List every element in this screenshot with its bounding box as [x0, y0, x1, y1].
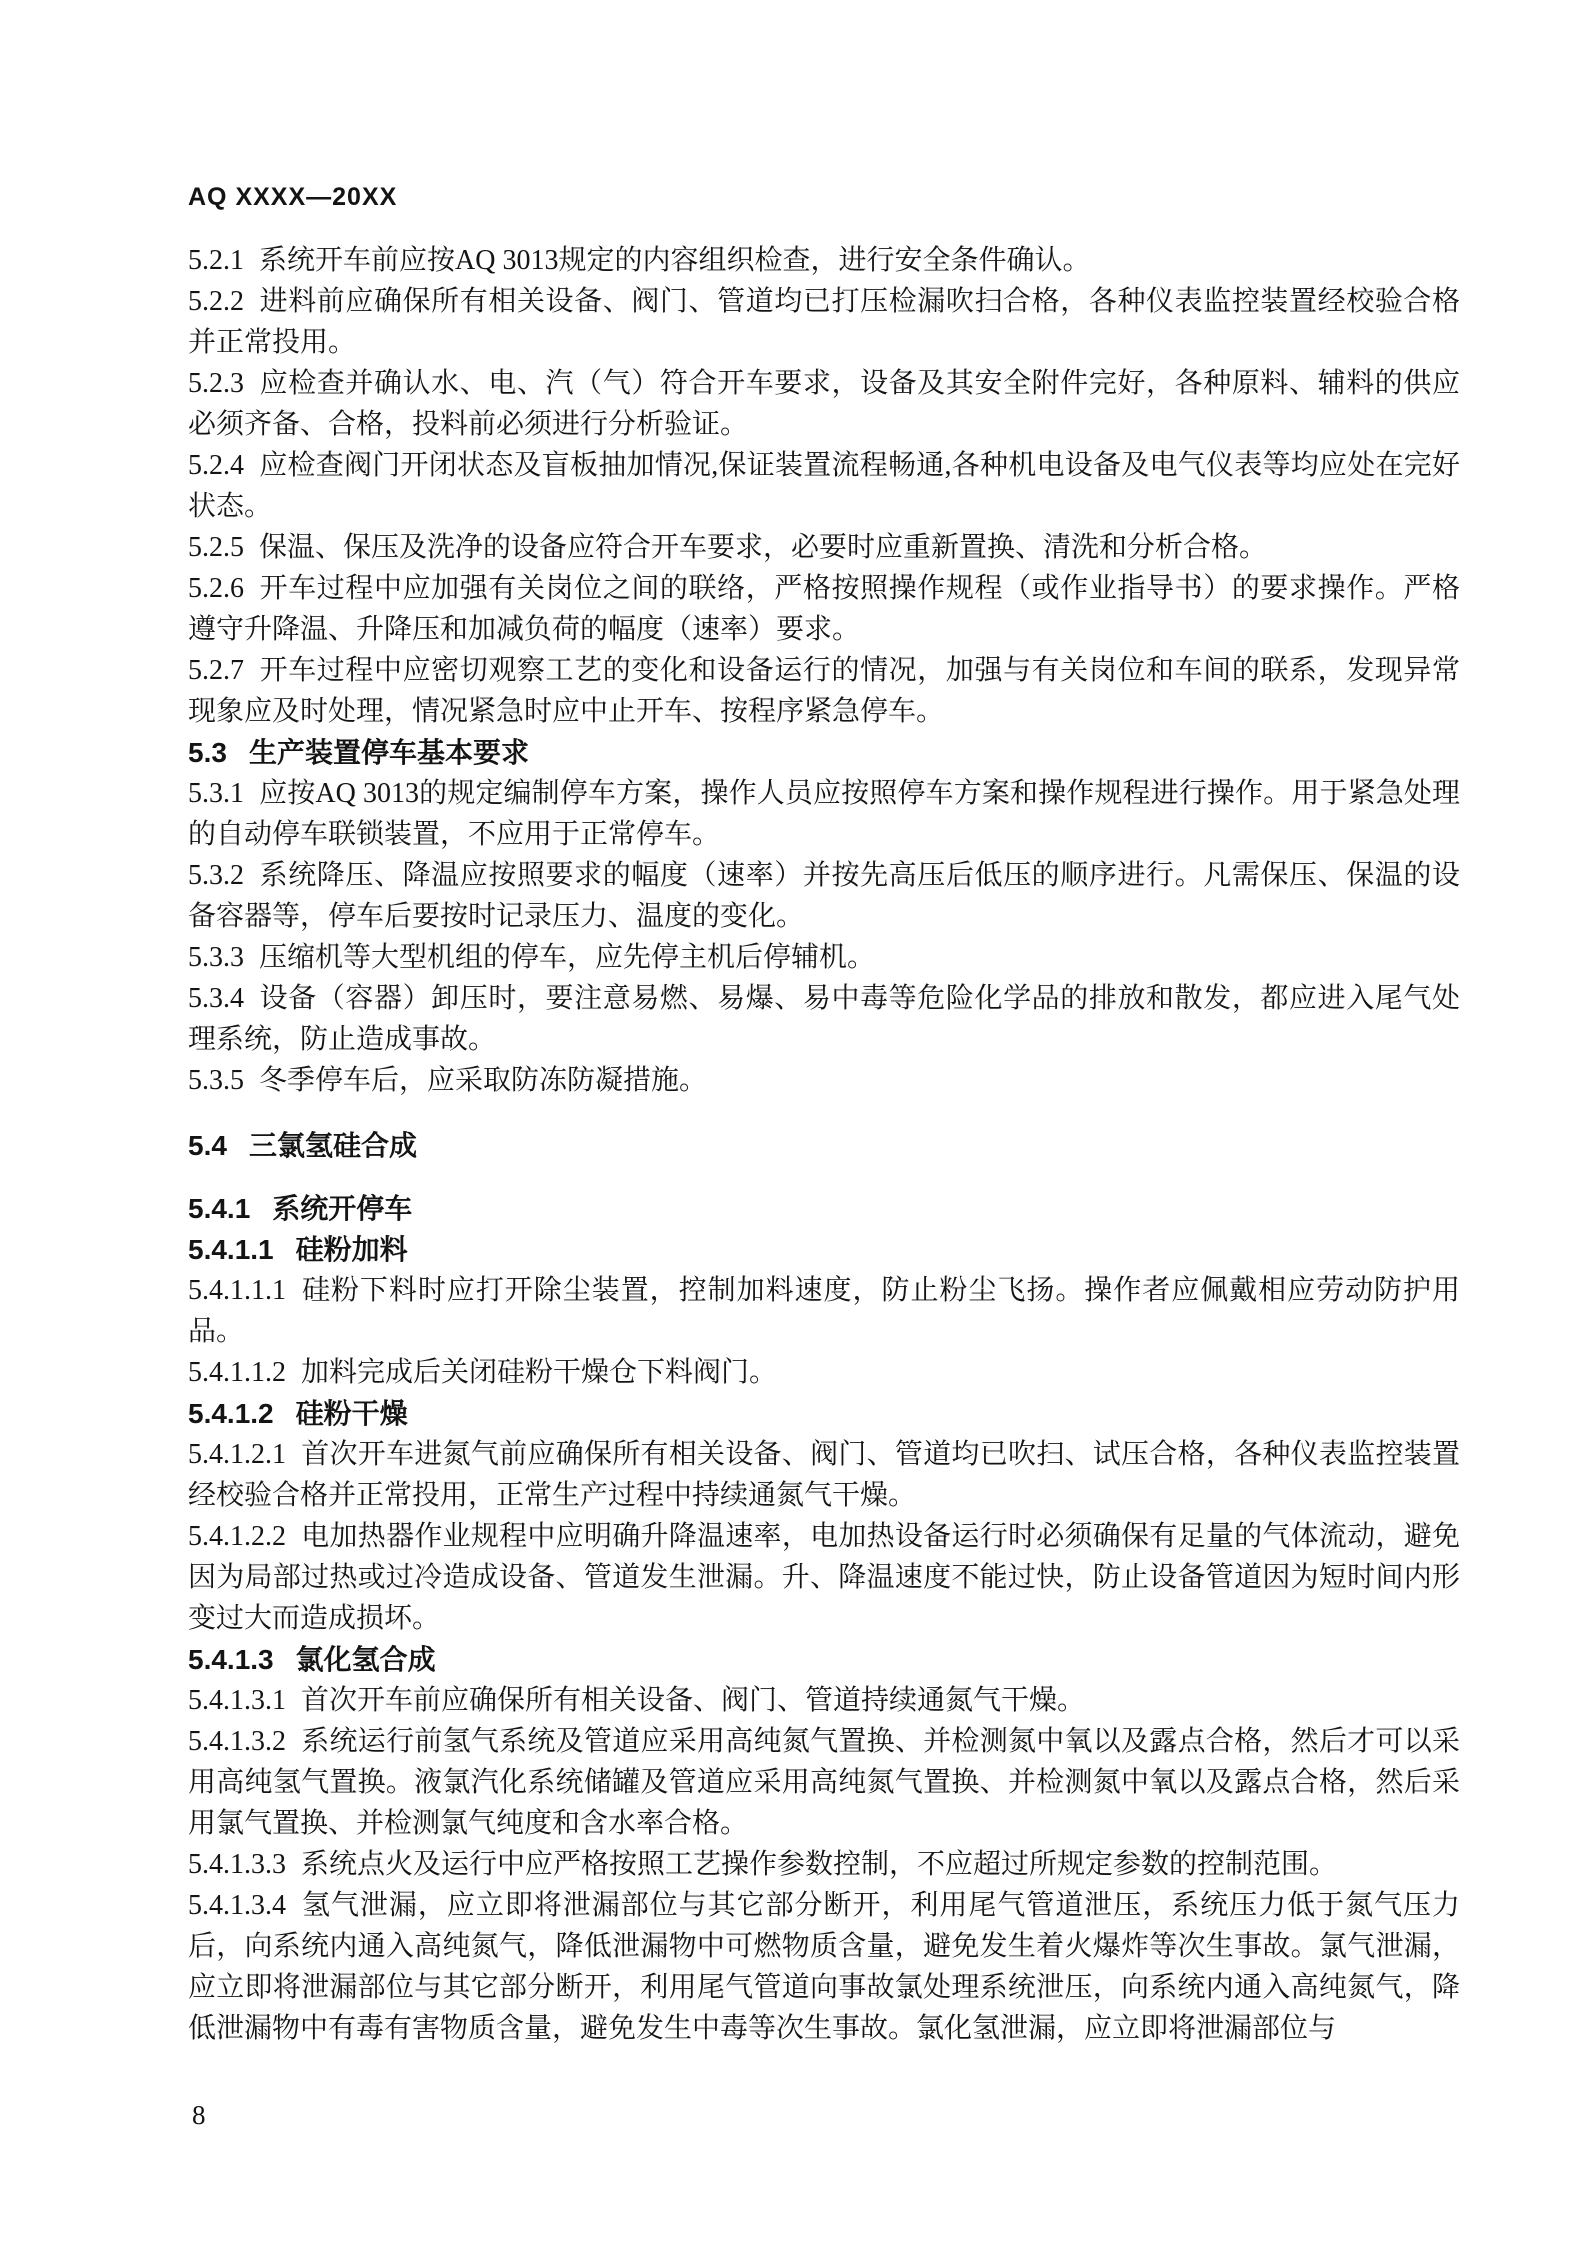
- clause-text: 电加热器作业规程中应明确升降温速率，电加热设备运行时必须确保有足量的气体流动，避免因为局部过热或过冷造成设备、管道发生泄漏。升、降温速度不能过快，防止设备管道因为短时间内形变过大而造成损坏。: [188, 1521, 1460, 1634]
- clause-5-4-1-3-2: [188, 1721, 1460, 1844]
- clause-5-2-5: [188, 527, 1460, 568]
- clause-text: 保温、保压及洗净的设备应符合开车要求，必要时应重新置换、清洗和分析合格。: [259, 532, 1268, 563]
- clause-number: 5.2.4: [188, 450, 244, 481]
- clause-text: 氢气泄漏，应立即将泄漏部位与其它部分断开，利用尾气管道泄压，系统压力低于氮气压力后，向系统内通入高纯氮气，降低泄漏物中可燃物质含量，避免发生着火爆炸等次生事故。氯气泄漏，应立即将泄漏部位与其它部分断开，利用尾气管道向事故氯处理系统泄压，向系统内通入高纯氮气，降低泄漏物中有毒有害物质含量，避免发生中毒等次生事故。氯化氢泄漏，应立即将泄漏部位与: [188, 1890, 1460, 2044]
- clause-number: 5.3.2: [188, 860, 244, 891]
- clause-5-2-7: [188, 650, 1460, 732]
- clause-number: 5.3.4: [188, 983, 244, 1014]
- heading-text: 生产装置停车基本要求: [248, 737, 529, 768]
- clause-number: 5.2.6: [188, 573, 244, 604]
- clause-5-3-3: [188, 937, 1460, 978]
- clause-number: 5.2.1: [188, 245, 244, 276]
- page-number: 8: [192, 2100, 206, 2130]
- clause-number: 5.4.1.3.2: [188, 1726, 286, 1757]
- clause-text: 应检查阀门开闭状态及盲板抽加情况,保证装置流程畅通,各种机电设备及电气仪表等均应处在完好状态。: [188, 450, 1460, 522]
- heading-5-4-1-2: [188, 1393, 1460, 1434]
- heading-number: 5.4: [188, 1130, 227, 1161]
- clause-number: 5.4.1.3.1: [188, 1685, 286, 1716]
- clause-5-4-1-3-3: [188, 1844, 1460, 1885]
- clause-text: 冬季停车后，应采取防冻防凝措施。: [259, 1065, 708, 1096]
- heading-5-3: [188, 732, 1460, 773]
- clause-text: 系统运行前氢气系统及管道应采用高纯氮气置换、并检测氮中氧以及露点合格，然后才可以采用高纯氢气置换。液氯汽化系统储罐及管道应采用高纯氮气置换、并检测氮中氧以及露点合格，然后采用氯气置换、并检测氯气纯度和含水率合格。: [188, 1726, 1460, 1839]
- clause-5-3-2: [188, 855, 1460, 937]
- clause-number: 5.4.1.2.1: [188, 1439, 286, 1470]
- clause-number: 5.3.5: [188, 1065, 244, 1096]
- heading-text: 氯化氢合成: [295, 1644, 436, 1675]
- clause-5-3-1: [188, 773, 1460, 855]
- heading-number: 5.4.1.1: [188, 1234, 274, 1265]
- clause-5-4-1-3-4: [188, 1885, 1460, 2049]
- clause-5-4-1-2-2: [188, 1516, 1460, 1639]
- clause-text: 进料前应确保所有相关设备、阀门、管道均已打压检漏吹扫合格，各种仪表监控装置经校验合格并正常投用。: [188, 286, 1460, 358]
- clause-text: 开车过程中应密切观察工艺的变化和设备运行的情况，加强与有关岗位和车间的联系，发现异常现象应及时处理，情况紧急时应中止开车、按程序紧急停车。: [188, 655, 1460, 727]
- clause-text: 加料完成后关闭硅粉干燥仓下料阀门。: [301, 1357, 778, 1388]
- clause-text: 系统点火及运行中应严格按照工艺操作参数控制，不应超过所规定参数的控制范围。: [301, 1849, 1338, 1880]
- clause-text: 设备（容器）卸压时，要注意易燃、易爆、易中毒等危险化学品的排放和散发，都应进入尾气处理系统，防止造成事故。: [188, 983, 1460, 1055]
- heading-5-4: [188, 1125, 1460, 1166]
- heading-number: 5.3: [188, 737, 227, 768]
- clause-text: 硅粉下料时应打开除尘装置，控制加料速度，防止粉尘飞扬。操作者应佩戴相应劳动防护用品。: [188, 1275, 1460, 1347]
- clause-5-4-1-3-1: [188, 1680, 1460, 1721]
- running-header: AQ XXXX—20XX: [188, 183, 398, 211]
- clause-text: 首次开车进氮气前应确保所有相关设备、阀门、管道均已吹扫、试压合格，各种仪表监控装置经校验合格并正常投用，正常生产过程中持续通氮气干燥。: [188, 1439, 1460, 1511]
- heading-5-4-1-3: [188, 1639, 1460, 1680]
- clause-number: 5.3.1: [188, 778, 244, 809]
- clause-text: 开车过程中应加强有关岗位之间的联络，严格按照操作规程（或作业指导书）的要求操作。严格遵守升降温、升降压和加减负荷的幅度（速率）要求。: [188, 573, 1460, 645]
- clause-5-4-1-1-2: [188, 1352, 1460, 1393]
- clause-text: 应按AQ 3013的规定编制停车方案，操作人员应按照停车方案和操作规程进行操作。用于紧急处理的自动停车联锁装置，不应用于正常停车。: [188, 778, 1460, 850]
- clause-5-3-5: [188, 1060, 1460, 1101]
- clause-number: 5.4.1.3.3: [188, 1849, 286, 1880]
- heading-5-4-1-1: [188, 1229, 1460, 1270]
- clause-text: 首次开车前应确保所有相关设备、阀门、管道持续通氮气干燥。: [301, 1685, 1086, 1716]
- clause-text: 应检查并确认水、电、汽（气）符合开车要求，设备及其安全附件完好，各种原料、辅料的供应必须齐备、合格，投料前必须进行分析验证。: [188, 368, 1460, 440]
- clause-text: 压缩机等大型机组的停车，应先停主机后停辅机。: [259, 942, 876, 973]
- heading-text: 系统开停车: [272, 1193, 413, 1224]
- heading-number: 5.4.1: [188, 1193, 251, 1224]
- clause-5-4-1-2-1: [188, 1434, 1460, 1516]
- clause-5-2-6: [188, 568, 1460, 650]
- heading-number: 5.4.1.2: [188, 1398, 274, 1429]
- clause-number: 5.4.1.1.2: [188, 1357, 286, 1388]
- clause-number: 5.4.1.2.2: [188, 1521, 286, 1552]
- heading-text: 硅粉加料: [295, 1234, 408, 1265]
- document-body: [188, 180, 1460, 2049]
- clause-number: 5.2.3: [188, 368, 244, 399]
- clause-number: 5.4.1.3.4: [188, 1890, 286, 1921]
- clause-5-2-1: [188, 240, 1460, 281]
- clause-5-2-3: [188, 363, 1460, 445]
- clause-number: 5.2.7: [188, 655, 244, 686]
- clause-5-3-4: [188, 978, 1460, 1060]
- clause-number: 5.3.3: [188, 942, 244, 973]
- heading-text: 硅粉干燥: [295, 1398, 408, 1429]
- clause-number: 5.4.1.1.1: [188, 1275, 286, 1306]
- clause-number: 5.2.2: [188, 286, 244, 317]
- clause-text: 系统降压、降温应按照要求的幅度（速率）并按先高压后低压的顺序进行。凡需保压、保温的设备容器等，停车后要按时记录压力、温度的变化。: [188, 860, 1460, 932]
- clause-5-4-1-1-1: [188, 1270, 1460, 1352]
- clause-text: 系统开车前应按AQ 3013规定的内容组织检查，进行安全条件确认。: [259, 245, 1091, 276]
- clause-5-2-4: [188, 445, 1460, 527]
- clause-number: 5.2.5: [188, 532, 244, 563]
- heading-text: 三氯氢硅合成: [248, 1130, 417, 1161]
- heading-number: 5.4.1.3: [188, 1644, 274, 1675]
- heading-5-4-1: [188, 1188, 1460, 1229]
- clause-5-2-2: [188, 281, 1460, 363]
